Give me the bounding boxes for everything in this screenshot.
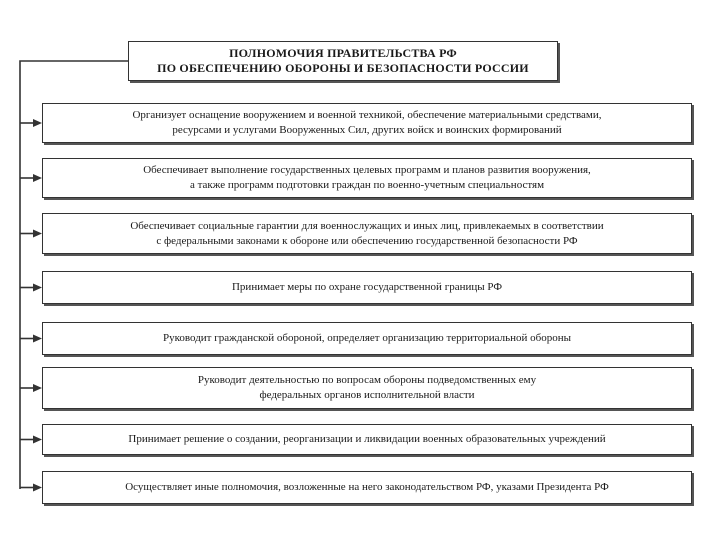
power-box-8 bbox=[42, 471, 692, 504]
power-1-line-2: ресурсами и услугами Вооруженных Сил, других войск и воинских формирований bbox=[172, 124, 562, 136]
power-box-6 bbox=[42, 367, 692, 409]
power-box-7 bbox=[42, 424, 692, 455]
diagram-title bbox=[128, 41, 558, 81]
power-6-line-2: федеральных органов исполнительной власти bbox=[259, 389, 475, 401]
power-3-line-1: Обеспечивает социальные гарантии для военнослужащих и иных лиц, привлекаемых в соответствии bbox=[130, 219, 604, 232]
title-line-2: ПО ОБЕСПЕЧЕНИЮ ОБОРОНЫ И БЕЗОПАСНОСТИ РОССИИ bbox=[157, 61, 529, 75]
power-box-5 bbox=[42, 322, 692, 355]
title-line-1: ПОЛНОМОЧИЯ ПРАВИТЕЛЬСТВА РФ bbox=[229, 46, 457, 60]
power-box-4 bbox=[42, 271, 692, 304]
power-5-line-1: Руководит гражданской обороной, определяет организацию территориальной обороны bbox=[162, 332, 571, 344]
power-2-line-1: Обеспечивает выполнение государственных целевых программ и планов развития вооружения, bbox=[143, 164, 591, 176]
arrow-head-7 bbox=[33, 436, 42, 444]
power-7-line-1: Принимает решение о создании, реорганизации и ликвидации военных образовательных учреждений bbox=[128, 433, 606, 445]
power-2-line-2: а также программ подготовки граждан по военно-учетным специальностям bbox=[189, 179, 545, 191]
arrow-head-1 bbox=[33, 119, 42, 127]
power-3-line-2: с федеральными законами к обороне или обеспечению государственной безопасности РФ bbox=[156, 234, 578, 247]
arrow-head-6 bbox=[33, 384, 42, 392]
power-6-line-1: Руководит деятельностью по вопросам обороны подведомственных ему bbox=[197, 374, 537, 386]
arrow-head-5 bbox=[33, 335, 42, 343]
power-box-2 bbox=[42, 158, 692, 198]
arrow-head-2 bbox=[33, 174, 42, 182]
arrow-head-8 bbox=[33, 484, 42, 492]
power-4-line-1: Принимает меры по охране государственной границы РФ bbox=[231, 281, 503, 293]
power-box-3 bbox=[42, 213, 692, 254]
power-box-1 bbox=[42, 103, 692, 143]
power-1-line-1: Организует оснащение вооружением и военной техникой, обеспечение материальными средствами, bbox=[132, 109, 602, 121]
arrow-group bbox=[20, 119, 42, 492]
arrow-head-3 bbox=[33, 230, 42, 238]
power-8-line-1: Осуществляет иные полномочия, возложенные на него законодательством РФ, указами Президента РФ bbox=[125, 481, 609, 493]
arrow-head-4 bbox=[33, 284, 42, 292]
